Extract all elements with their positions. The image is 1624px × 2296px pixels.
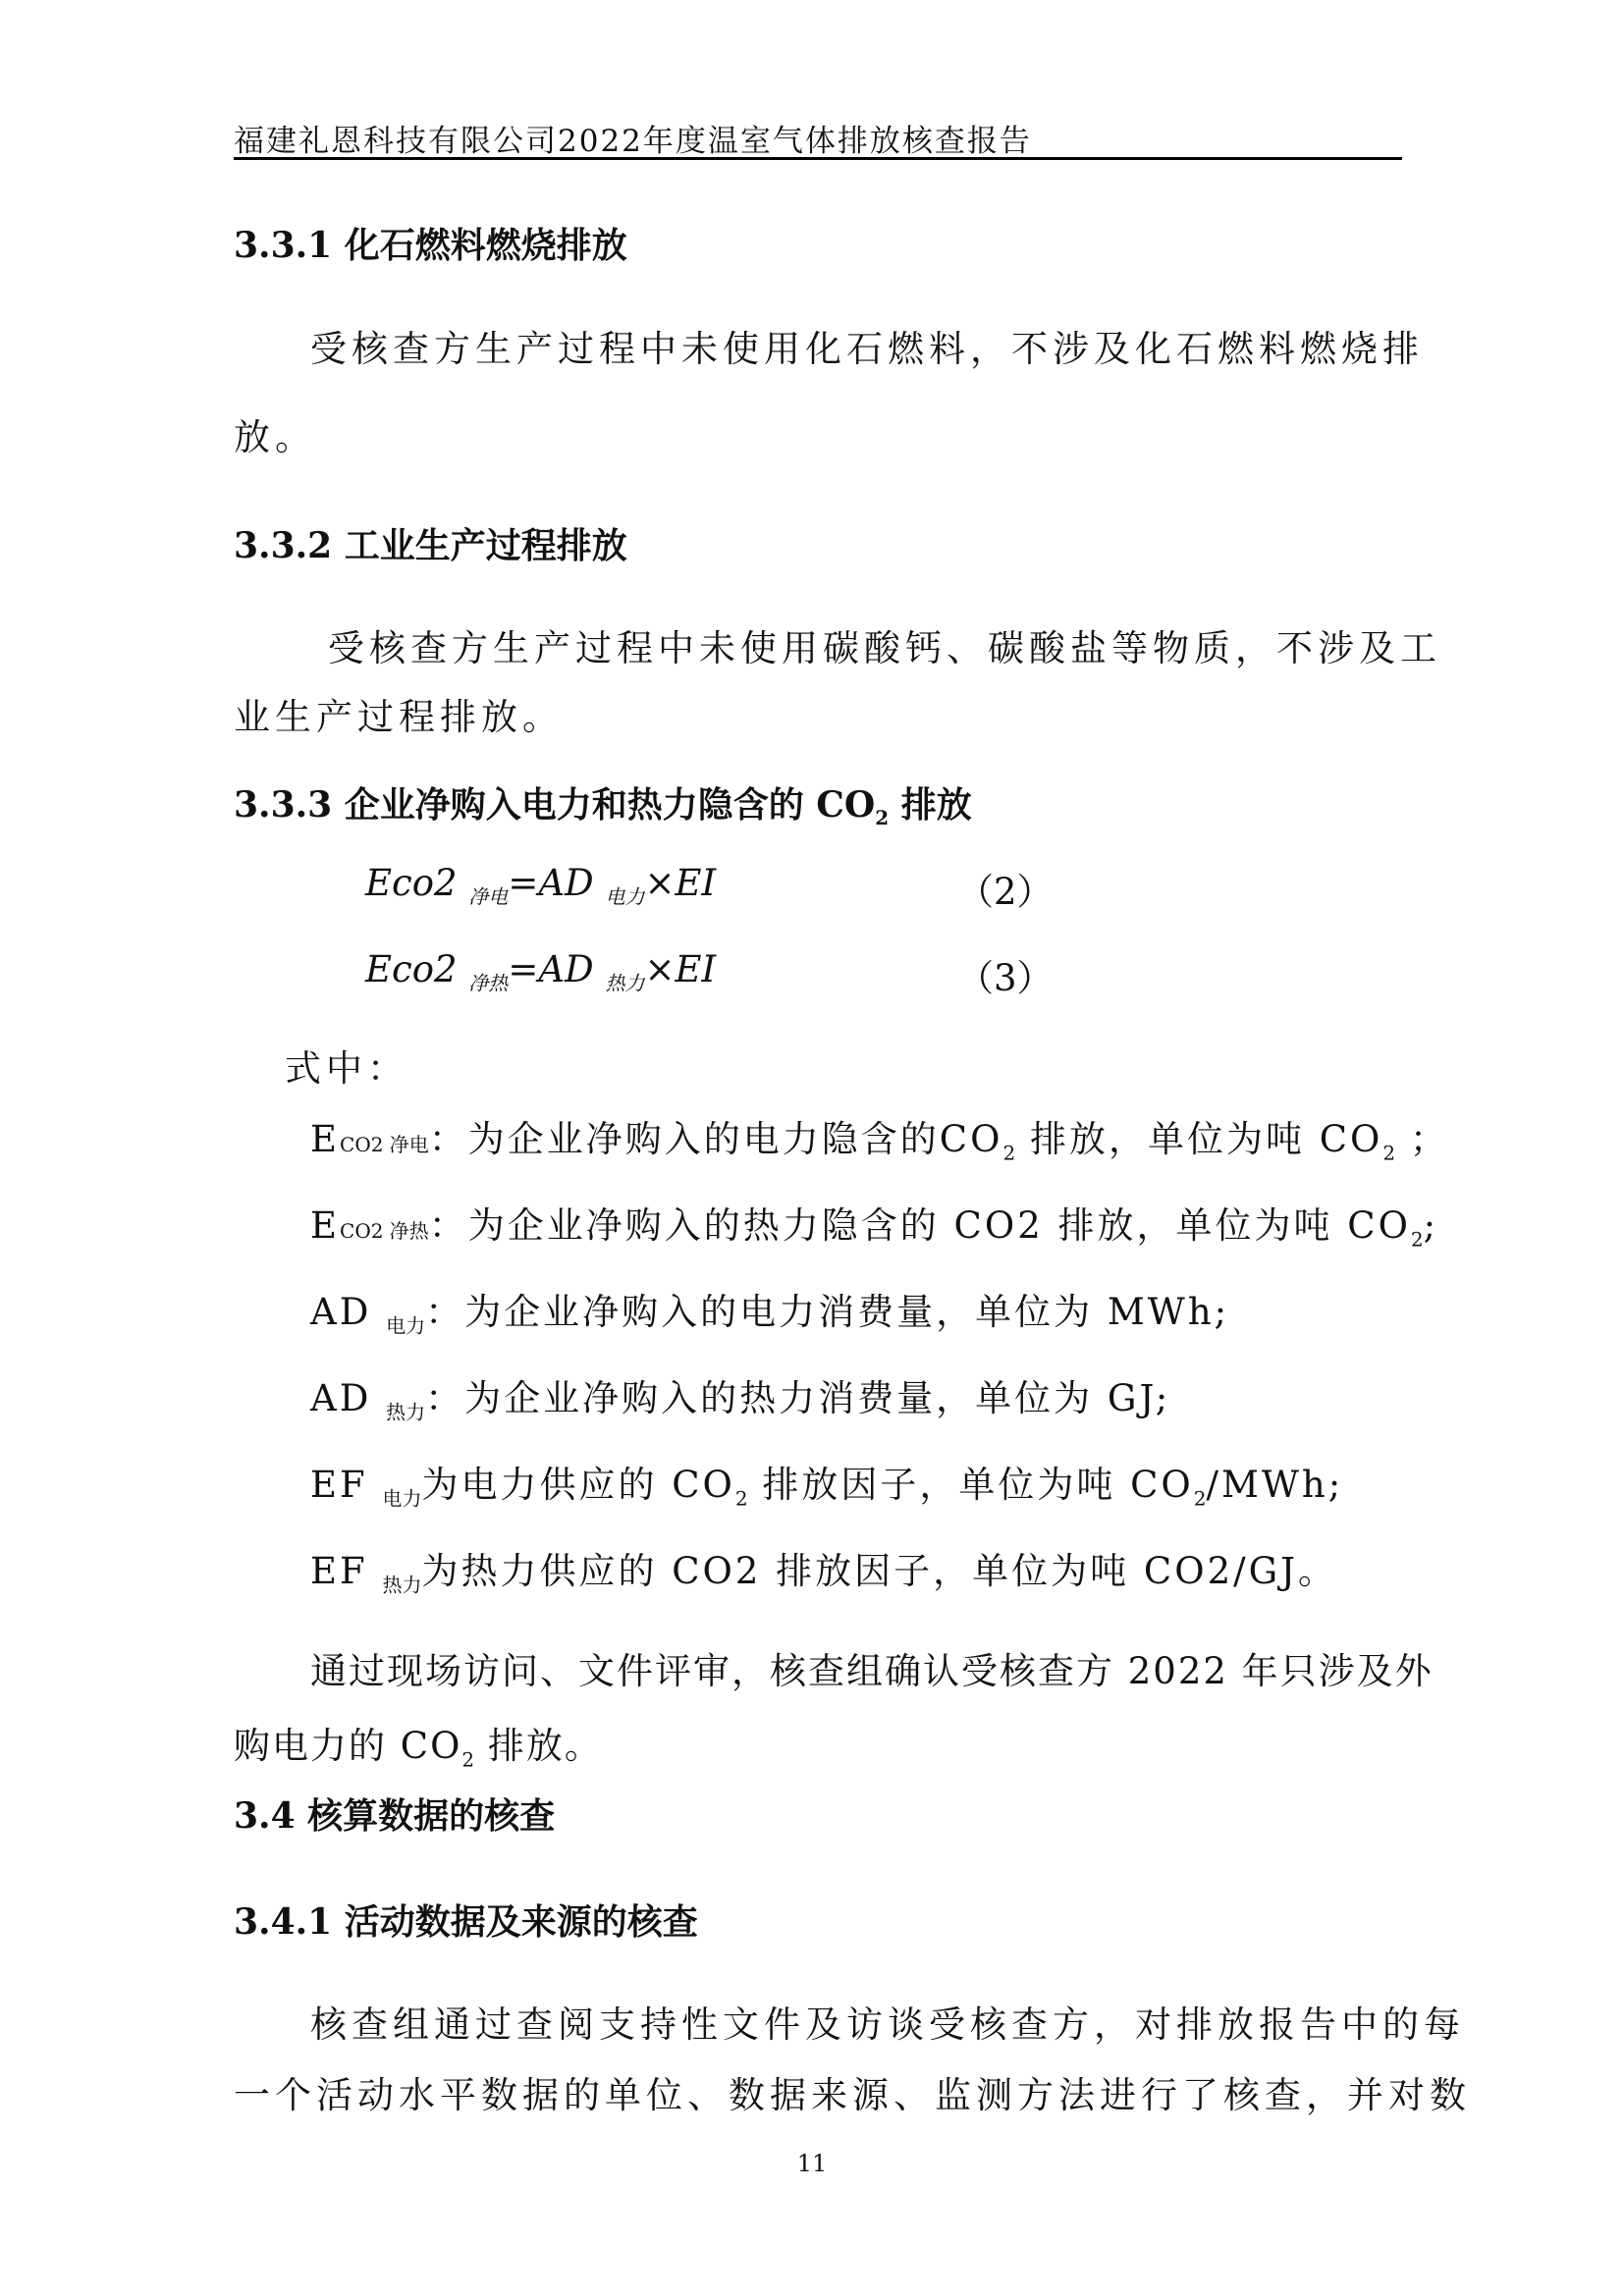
paragraph-3-4-1-line-1: 核查组通过查阅支持性文件及访谈受核查方，对排放报告中的每 [310,2003,1465,2046]
definition-ef-heat: EF $_{热力}$为热力供应的 CO2 排放因子，单位为吨 CO2/GJ。 [310,1550,1337,1597]
equation-number-3: （3） [957,957,1054,999]
equation-number-2: （2） [957,871,1054,913]
formula-3: Eco2 $_{净热}$=AD $_{热力}$×EI [365,948,717,995]
section-heading-3-3-3: 3.3.3 企业净购入电力和热力隐含的 $CO_2$ 排放 [234,784,972,830]
header-rule [234,157,1402,160]
definition-eco2-net-electricity: ECO2 净电：为企业净购入的电力隐含的$CO_2$ 排放，单位为吨 $CO_2$ ； [310,1118,1449,1165]
formula-2: Eco2 $_{净电}$=AD $_{电力}$×EI [365,862,717,909]
section-heading-3-4: 3.4 核算数据的核查 [234,1795,556,1837]
paragraph-3-4-1-line-2: 一个活动水平数据的单位、数据来源、监测方法进行了核查，并对数 [234,2074,1471,2116]
section-heading-3-3-2: 3.3.2 工业生产过程排放 [234,525,627,566]
conclusion-line-2: 购电力的 $CO_2$ 排放。 [234,1725,603,1772]
running-header: 福建礼恩科技有限公司2022年度温室气体排放核查报告 [234,124,1032,159]
section-heading-3-4-1: 3.4.1 活动数据及来源的核查 [234,1901,698,1943]
definition-ef-electricity: EF $_{电力}$为电力供应的 $CO_2$ 排放因子，单位为吨 $CO_2$/MWh; [310,1464,1344,1511]
paragraph-3-3-2-line-1: 受核查方生产过程中未使用碳酸钙、碳酸盐等物质，不涉及工 [328,627,1441,669]
definition-ad-heat: AD $_{热力}$：为企业净购入的热力消费量，单位为 GJ; [310,1377,1171,1424]
paragraph-3-3-1-line-1: 受核查方生产过程中未使用化石燃料，不涉及化石燃料燃烧排 [310,328,1424,370]
where-label: 式中： [285,1047,408,1090]
page-number: 11 [796,2150,828,2177]
definition-ad-electricity: AD $_{电力}$：为企业净购入的电力消费量，单位为 MWh; [310,1291,1230,1338]
paragraph-3-3-1-line-2: 放。 [234,416,316,458]
paragraph-3-3-2-line-2: 业生产过程排放。 [234,696,564,738]
section-heading-3-3-1: 3.3.1 化石燃料燃烧排放 [234,225,627,266]
definition-eco2-net-heat: ECO2 净热：为企业净购入的热力隐含的 CO2 排放，单位为吨 $CO_2$; [310,1204,1439,1252]
conclusion-line-1: 通过现场访问、文件评审，核查组确认受核查方 2022 年只涉及外 [310,1650,1434,1692]
